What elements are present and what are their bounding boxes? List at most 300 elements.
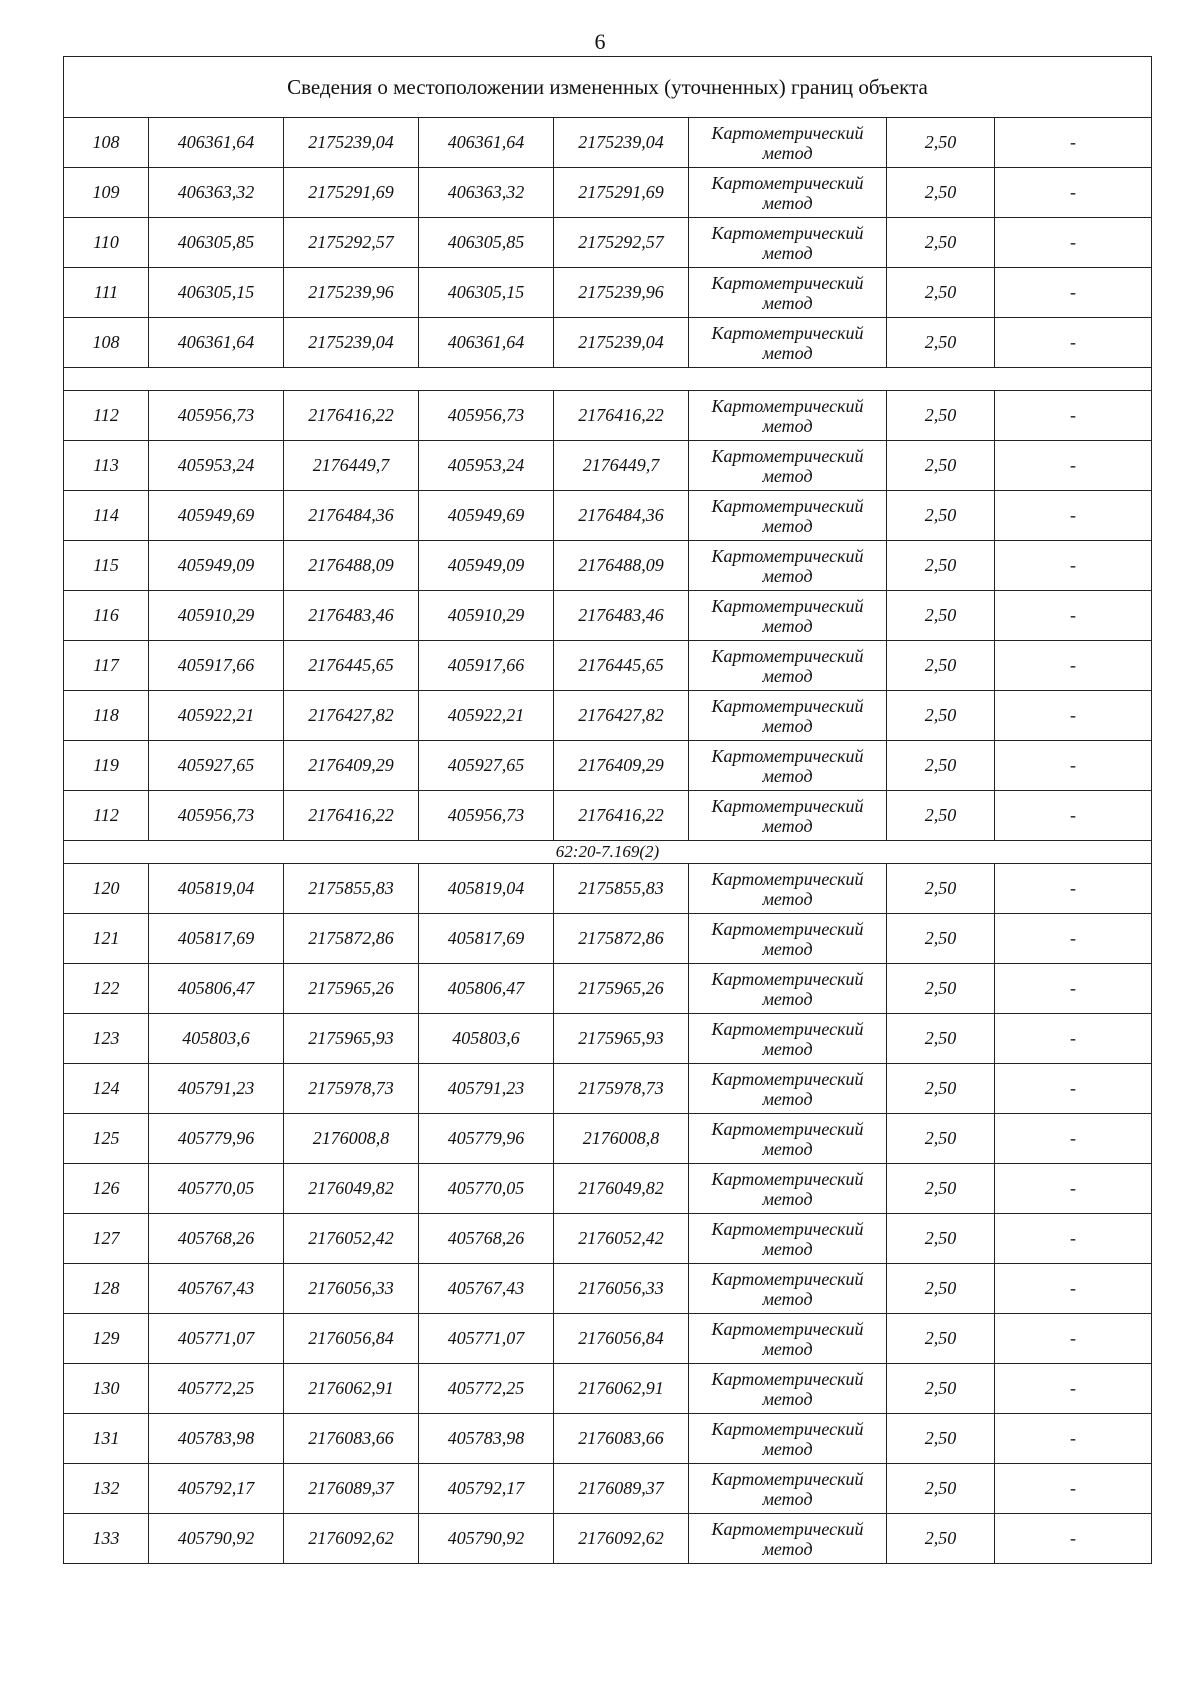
- table-row: [64, 441, 1152, 491]
- note-cell: -: [995, 964, 1152, 1014]
- note-cell: -: [995, 1314, 1152, 1364]
- method-line2: метод: [762, 1238, 813, 1259]
- method-line1: Картометрический: [711, 445, 864, 466]
- point-number-cell: 120: [64, 864, 149, 914]
- method-line1: Картометрический: [711, 322, 864, 343]
- accuracy-cell: 2,50: [887, 268, 995, 318]
- table-row: [64, 268, 1152, 318]
- refined-x-cell: 405783,98: [419, 1414, 554, 1464]
- method-cell: [689, 1064, 887, 1114]
- refined-x-cell: 405803,6: [419, 1014, 554, 1064]
- refined-y-cell: 2176056,33: [554, 1264, 689, 1314]
- method-line2: метод: [762, 515, 813, 536]
- method-line2: метод: [762, 1038, 813, 1059]
- refined-y-cell: 2175291,69: [554, 168, 689, 218]
- refined-y-cell: 2176484,36: [554, 491, 689, 541]
- accuracy-cell: 2,50: [887, 118, 995, 168]
- existing-y-cell: 2176056,84: [284, 1314, 419, 1364]
- existing-y-cell: 2176409,29: [284, 741, 419, 791]
- note-cell: -: [995, 1114, 1152, 1164]
- refined-y-cell: 2175239,04: [554, 118, 689, 168]
- table-row: [64, 491, 1152, 541]
- refined-y-cell: 2175978,73: [554, 1064, 689, 1114]
- method-line2: метод: [762, 988, 813, 1009]
- existing-x-cell: 405922,21: [149, 691, 284, 741]
- method-line1: Картометрический: [711, 645, 864, 666]
- method-cell: [689, 1464, 887, 1514]
- refined-y-cell: 2175292,57: [554, 218, 689, 268]
- point-number-cell: 130: [64, 1364, 149, 1414]
- existing-x-cell: 405917,66: [149, 641, 284, 691]
- method-line2: метод: [762, 292, 813, 313]
- section-label: 62:20-7.169(2): [64, 841, 1152, 864]
- method-line2: метод: [762, 1338, 813, 1359]
- note-cell: -: [995, 118, 1152, 168]
- method-line1: Картометрический: [711, 1518, 864, 1539]
- group-separator-row: [64, 368, 1152, 391]
- table-row: [64, 118, 1152, 168]
- point-number-cell: 109: [64, 168, 149, 218]
- point-number-cell: 113: [64, 441, 149, 491]
- method-cell: [689, 1014, 887, 1064]
- accuracy-cell: 2,50: [887, 441, 995, 491]
- existing-x-cell: 405770,05: [149, 1164, 284, 1214]
- existing-x-cell: 405953,24: [149, 441, 284, 491]
- refined-x-cell: 405767,43: [419, 1264, 554, 1314]
- accuracy-cell: 2,50: [887, 218, 995, 268]
- existing-y-cell: 2175978,73: [284, 1064, 419, 1114]
- existing-y-cell: 2175965,93: [284, 1014, 419, 1064]
- table-row: [64, 391, 1152, 441]
- refined-x-cell: 405790,92: [419, 1514, 554, 1564]
- existing-x-cell: 405956,73: [149, 791, 284, 841]
- boundary-coordinates-table: [63, 56, 1152, 1564]
- method-line2: метод: [762, 615, 813, 636]
- existing-x-cell: 405767,43: [149, 1264, 284, 1314]
- note-cell: -: [995, 218, 1152, 268]
- note-cell: -: [995, 441, 1152, 491]
- existing-y-cell: 2175965,26: [284, 964, 419, 1014]
- method-line2: метод: [762, 815, 813, 836]
- note-cell: -: [995, 1164, 1152, 1214]
- method-line2: метод: [762, 565, 813, 586]
- existing-y-cell: 2176052,42: [284, 1214, 419, 1264]
- refined-x-cell: 405819,04: [419, 864, 554, 914]
- accuracy-cell: 2,50: [887, 1514, 995, 1564]
- existing-y-cell: 2176062,91: [284, 1364, 419, 1414]
- refined-x-cell: 406361,64: [419, 318, 554, 368]
- existing-x-cell: 405779,96: [149, 1114, 284, 1164]
- point-number-cell: 110: [64, 218, 149, 268]
- existing-y-cell: 2175292,57: [284, 218, 419, 268]
- refined-x-cell: 405771,07: [419, 1314, 554, 1364]
- method-line1: Картометрический: [711, 595, 864, 616]
- method-line2: метод: [762, 242, 813, 263]
- accuracy-cell: 2,50: [887, 168, 995, 218]
- method-line2: метод: [762, 938, 813, 959]
- method-cell: [689, 268, 887, 318]
- existing-x-cell: 405768,26: [149, 1214, 284, 1264]
- refined-y-cell: 2176483,46: [554, 591, 689, 641]
- method-line1: Картометрический: [711, 1368, 864, 1389]
- existing-x-cell: 406305,15: [149, 268, 284, 318]
- table-row: [64, 168, 1152, 218]
- point-number-cell: 111: [64, 268, 149, 318]
- method-cell: [689, 691, 887, 741]
- table-row: [64, 541, 1152, 591]
- note-cell: -: [995, 491, 1152, 541]
- existing-x-cell: 405771,07: [149, 1314, 284, 1364]
- refined-x-cell: 405817,69: [419, 914, 554, 964]
- existing-y-cell: 2175855,83: [284, 864, 419, 914]
- accuracy-cell: 2,50: [887, 1464, 995, 1514]
- method-cell: [689, 318, 887, 368]
- table-row: [64, 591, 1152, 641]
- point-number-cell: 116: [64, 591, 149, 641]
- note-cell: -: [995, 591, 1152, 641]
- method-cell: [689, 1214, 887, 1264]
- method-line2: метод: [762, 415, 813, 436]
- method-cell: [689, 641, 887, 691]
- note-cell: -: [995, 1514, 1152, 1564]
- table-row: [64, 218, 1152, 268]
- table-title: Сведения о местоположении измененных (уточненных) границ объекта: [64, 57, 1152, 118]
- existing-x-cell: 405791,23: [149, 1064, 284, 1114]
- refined-y-cell: 2175239,96: [554, 268, 689, 318]
- existing-y-cell: 2175872,86: [284, 914, 419, 964]
- table-row: [64, 691, 1152, 741]
- note-cell: -: [995, 541, 1152, 591]
- method-cell: [689, 741, 887, 791]
- method-line1: Картометрический: [711, 172, 864, 193]
- point-number-cell: 115: [64, 541, 149, 591]
- refined-x-cell: 405927,65: [419, 741, 554, 791]
- refined-y-cell: 2176052,42: [554, 1214, 689, 1264]
- accuracy-cell: 2,50: [887, 541, 995, 591]
- table-row: [64, 1314, 1152, 1364]
- existing-x-cell: 405927,65: [149, 741, 284, 791]
- method-line2: метод: [762, 1438, 813, 1459]
- note-cell: -: [995, 1264, 1152, 1314]
- point-number-cell: 128: [64, 1264, 149, 1314]
- accuracy-cell: 2,50: [887, 1214, 995, 1264]
- refined-x-cell: 405792,17: [419, 1464, 554, 1514]
- table-row: [64, 1414, 1152, 1464]
- existing-y-cell: 2175239,04: [284, 118, 419, 168]
- existing-y-cell: 2176056,33: [284, 1264, 419, 1314]
- note-cell: -: [995, 1414, 1152, 1464]
- accuracy-cell: 2,50: [887, 691, 995, 741]
- method-cell: [689, 218, 887, 268]
- table-row: [64, 1464, 1152, 1514]
- existing-y-cell: 2176008,8: [284, 1114, 419, 1164]
- point-number-cell: 129: [64, 1314, 149, 1364]
- method-line2: метод: [762, 765, 813, 786]
- refined-x-cell: 405910,29: [419, 591, 554, 641]
- refined-x-cell: 405791,23: [419, 1064, 554, 1114]
- group-separator: [64, 368, 1152, 391]
- refined-x-cell: 405806,47: [419, 964, 554, 1014]
- method-line1: Картометрический: [711, 1168, 864, 1189]
- method-cell: [689, 391, 887, 441]
- method-cell: [689, 1114, 887, 1164]
- existing-y-cell: 2176416,22: [284, 791, 419, 841]
- existing-x-cell: 405790,92: [149, 1514, 284, 1564]
- table-row: [64, 964, 1152, 1014]
- refined-y-cell: 2176092,62: [554, 1514, 689, 1564]
- method-cell: [689, 964, 887, 1014]
- refined-y-cell: 2175965,93: [554, 1014, 689, 1064]
- note-cell: -: [995, 791, 1152, 841]
- existing-x-cell: 405817,69: [149, 914, 284, 964]
- refined-x-cell: 406305,85: [419, 218, 554, 268]
- method-line2: метод: [762, 1488, 813, 1509]
- method-line1: Картометрический: [711, 1018, 864, 1039]
- method-line1: Картометрический: [711, 968, 864, 989]
- method-line2: метод: [762, 1138, 813, 1159]
- method-line2: метод: [762, 1538, 813, 1559]
- existing-x-cell: 405792,17: [149, 1464, 284, 1514]
- refined-y-cell: 2176049,82: [554, 1164, 689, 1214]
- accuracy-cell: 2,50: [887, 741, 995, 791]
- refined-y-cell: 2176416,22: [554, 391, 689, 441]
- accuracy-cell: 2,50: [887, 1264, 995, 1314]
- method-line2: метод: [762, 465, 813, 486]
- point-number-cell: 124: [64, 1064, 149, 1114]
- existing-y-cell: 2175239,96: [284, 268, 419, 318]
- method-cell: [689, 591, 887, 641]
- method-line1: Картометрический: [711, 1218, 864, 1239]
- refined-x-cell: 406305,15: [419, 268, 554, 318]
- existing-y-cell: 2176083,66: [284, 1414, 419, 1464]
- method-line2: метод: [762, 1188, 813, 1209]
- method-line1: Картометрический: [711, 1468, 864, 1489]
- method-line1: Картометрический: [711, 395, 864, 416]
- point-number-cell: 125: [64, 1114, 149, 1164]
- note-cell: -: [995, 691, 1152, 741]
- point-number-cell: 112: [64, 791, 149, 841]
- note-cell: -: [995, 1464, 1152, 1514]
- accuracy-cell: 2,50: [887, 914, 995, 964]
- method-line2: метод: [762, 888, 813, 909]
- refined-y-cell: 2175965,26: [554, 964, 689, 1014]
- method-line2: метод: [762, 142, 813, 163]
- existing-y-cell: 2175291,69: [284, 168, 419, 218]
- point-number-cell: 121: [64, 914, 149, 964]
- refined-x-cell: 405779,96: [419, 1114, 554, 1164]
- existing-y-cell: 2176049,82: [284, 1164, 419, 1214]
- refined-y-cell: 2176062,91: [554, 1364, 689, 1414]
- point-number-cell: 118: [64, 691, 149, 741]
- table-row: [64, 1014, 1152, 1064]
- existing-x-cell: 406361,64: [149, 118, 284, 168]
- refined-x-cell: 405949,09: [419, 541, 554, 591]
- table-row: [64, 791, 1152, 841]
- accuracy-cell: 2,50: [887, 1064, 995, 1114]
- method-cell: [689, 1514, 887, 1564]
- existing-x-cell: 406305,85: [149, 218, 284, 268]
- method-line2: метод: [762, 1088, 813, 1109]
- point-number-cell: 123: [64, 1014, 149, 1064]
- accuracy-cell: 2,50: [887, 391, 995, 441]
- refined-x-cell: 405922,21: [419, 691, 554, 741]
- note-cell: -: [995, 864, 1152, 914]
- note-cell: -: [995, 1014, 1152, 1064]
- refined-y-cell: 2176089,37: [554, 1464, 689, 1514]
- method-cell: [689, 1414, 887, 1464]
- existing-x-cell: 406363,32: [149, 168, 284, 218]
- refined-y-cell: 2175872,86: [554, 914, 689, 964]
- point-number-cell: 117: [64, 641, 149, 691]
- method-line2: метод: [762, 715, 813, 736]
- point-number-cell: 133: [64, 1514, 149, 1564]
- existing-y-cell: 2176483,46: [284, 591, 419, 641]
- existing-x-cell: 406361,64: [149, 318, 284, 368]
- refined-x-cell: 405772,25: [419, 1364, 554, 1414]
- method-cell: [689, 118, 887, 168]
- note-cell: -: [995, 391, 1152, 441]
- existing-x-cell: 405803,6: [149, 1014, 284, 1064]
- existing-x-cell: 405772,25: [149, 1364, 284, 1414]
- existing-y-cell: 2176449,7: [284, 441, 419, 491]
- method-line1: Картометрический: [711, 122, 864, 143]
- existing-y-cell: 2176484,36: [284, 491, 419, 541]
- accuracy-cell: 2,50: [887, 864, 995, 914]
- existing-y-cell: 2176427,82: [284, 691, 419, 741]
- method-cell: [689, 914, 887, 964]
- method-line2: метод: [762, 342, 813, 363]
- refined-x-cell: 405953,24: [419, 441, 554, 491]
- table-row: [64, 1114, 1152, 1164]
- accuracy-cell: 2,50: [887, 1114, 995, 1164]
- note-cell: -: [995, 641, 1152, 691]
- existing-x-cell: 405806,47: [149, 964, 284, 1014]
- table-row: [64, 914, 1152, 964]
- method-cell: [689, 1364, 887, 1414]
- accuracy-cell: 2,50: [887, 1164, 995, 1214]
- method-line1: Картометрический: [711, 495, 864, 516]
- refined-y-cell: 2176445,65: [554, 641, 689, 691]
- point-number-cell: 108: [64, 118, 149, 168]
- table-row: [64, 1064, 1152, 1114]
- point-number-cell: 131: [64, 1414, 149, 1464]
- method-line1: Картометрический: [711, 1318, 864, 1339]
- existing-x-cell: 405956,73: [149, 391, 284, 441]
- method-cell: [689, 1164, 887, 1214]
- table-row: [64, 1264, 1152, 1314]
- existing-x-cell: 405783,98: [149, 1414, 284, 1464]
- point-number-cell: 122: [64, 964, 149, 1014]
- table-row: [64, 1514, 1152, 1564]
- existing-y-cell: 2176092,62: [284, 1514, 419, 1564]
- existing-y-cell: 2176416,22: [284, 391, 419, 441]
- note-cell: -: [995, 1064, 1152, 1114]
- refined-x-cell: 405956,73: [419, 791, 554, 841]
- accuracy-cell: 2,50: [887, 1014, 995, 1064]
- method-line1: Картометрический: [711, 918, 864, 939]
- method-line1: Картометрический: [711, 222, 864, 243]
- method-line1: Картометрический: [711, 695, 864, 716]
- existing-x-cell: 405949,69: [149, 491, 284, 541]
- existing-y-cell: 2176445,65: [284, 641, 419, 691]
- refined-y-cell: 2176056,84: [554, 1314, 689, 1364]
- table-row: [64, 1214, 1152, 1264]
- method-line1: Картометрический: [711, 272, 864, 293]
- table-row: [64, 641, 1152, 691]
- page-number: 6: [594, 29, 606, 54]
- point-number-cell: 112: [64, 391, 149, 441]
- table-row: [64, 741, 1152, 791]
- accuracy-cell: 2,50: [887, 964, 995, 1014]
- existing-x-cell: 405819,04: [149, 864, 284, 914]
- accuracy-cell: 2,50: [887, 1414, 995, 1464]
- note-cell: -: [995, 268, 1152, 318]
- table-row: [64, 1364, 1152, 1414]
- accuracy-cell: 2,50: [887, 641, 995, 691]
- method-line2: метод: [762, 1388, 813, 1409]
- point-number-cell: 108: [64, 318, 149, 368]
- method-cell: [689, 1314, 887, 1364]
- method-line2: метод: [762, 1288, 813, 1309]
- method-line2: метод: [762, 665, 813, 686]
- method-cell: [689, 168, 887, 218]
- refined-y-cell: 2176488,09: [554, 541, 689, 591]
- refined-y-cell: 2176416,22: [554, 791, 689, 841]
- method-cell: [689, 1264, 887, 1314]
- method-line2: метод: [762, 192, 813, 213]
- refined-x-cell: 405956,73: [419, 391, 554, 441]
- method-line1: Картометрический: [711, 868, 864, 889]
- accuracy-cell: 2,50: [887, 491, 995, 541]
- note-cell: -: [995, 741, 1152, 791]
- refined-y-cell: 2175855,83: [554, 864, 689, 914]
- accuracy-cell: 2,50: [887, 318, 995, 368]
- accuracy-cell: 2,50: [887, 791, 995, 841]
- method-line1: Картометрический: [711, 1418, 864, 1439]
- section-label-row: [64, 841, 1152, 864]
- point-number-cell: 114: [64, 491, 149, 541]
- table-row: [64, 318, 1152, 368]
- refined-y-cell: 2176449,7: [554, 441, 689, 491]
- refined-y-cell: 2175239,04: [554, 318, 689, 368]
- refined-y-cell: 2176008,8: [554, 1114, 689, 1164]
- refined-y-cell: 2176083,66: [554, 1414, 689, 1464]
- method-cell: [689, 441, 887, 491]
- accuracy-cell: 2,50: [887, 1314, 995, 1364]
- method-line1: Картометрический: [711, 745, 864, 766]
- existing-y-cell: 2176089,37: [284, 1464, 419, 1514]
- method-line1: Картометрический: [711, 1118, 864, 1139]
- existing-x-cell: 405949,09: [149, 541, 284, 591]
- note-cell: -: [995, 1214, 1152, 1264]
- table-row: [64, 864, 1152, 914]
- refined-x-cell: 405770,05: [419, 1164, 554, 1214]
- refined-x-cell: 405768,26: [419, 1214, 554, 1264]
- note-cell: -: [995, 318, 1152, 368]
- point-number-cell: 132: [64, 1464, 149, 1514]
- method-line1: Картометрический: [711, 1068, 864, 1089]
- table-row: [64, 1164, 1152, 1214]
- method-line1: Картометрический: [711, 1268, 864, 1289]
- accuracy-cell: 2,50: [887, 1364, 995, 1414]
- note-cell: -: [995, 168, 1152, 218]
- refined-x-cell: 406363,32: [419, 168, 554, 218]
- point-number-cell: 119: [64, 741, 149, 791]
- refined-x-cell: 406361,64: [419, 118, 554, 168]
- refined-y-cell: 2176409,29: [554, 741, 689, 791]
- point-number-cell: 127: [64, 1214, 149, 1264]
- note-cell: -: [995, 1364, 1152, 1414]
